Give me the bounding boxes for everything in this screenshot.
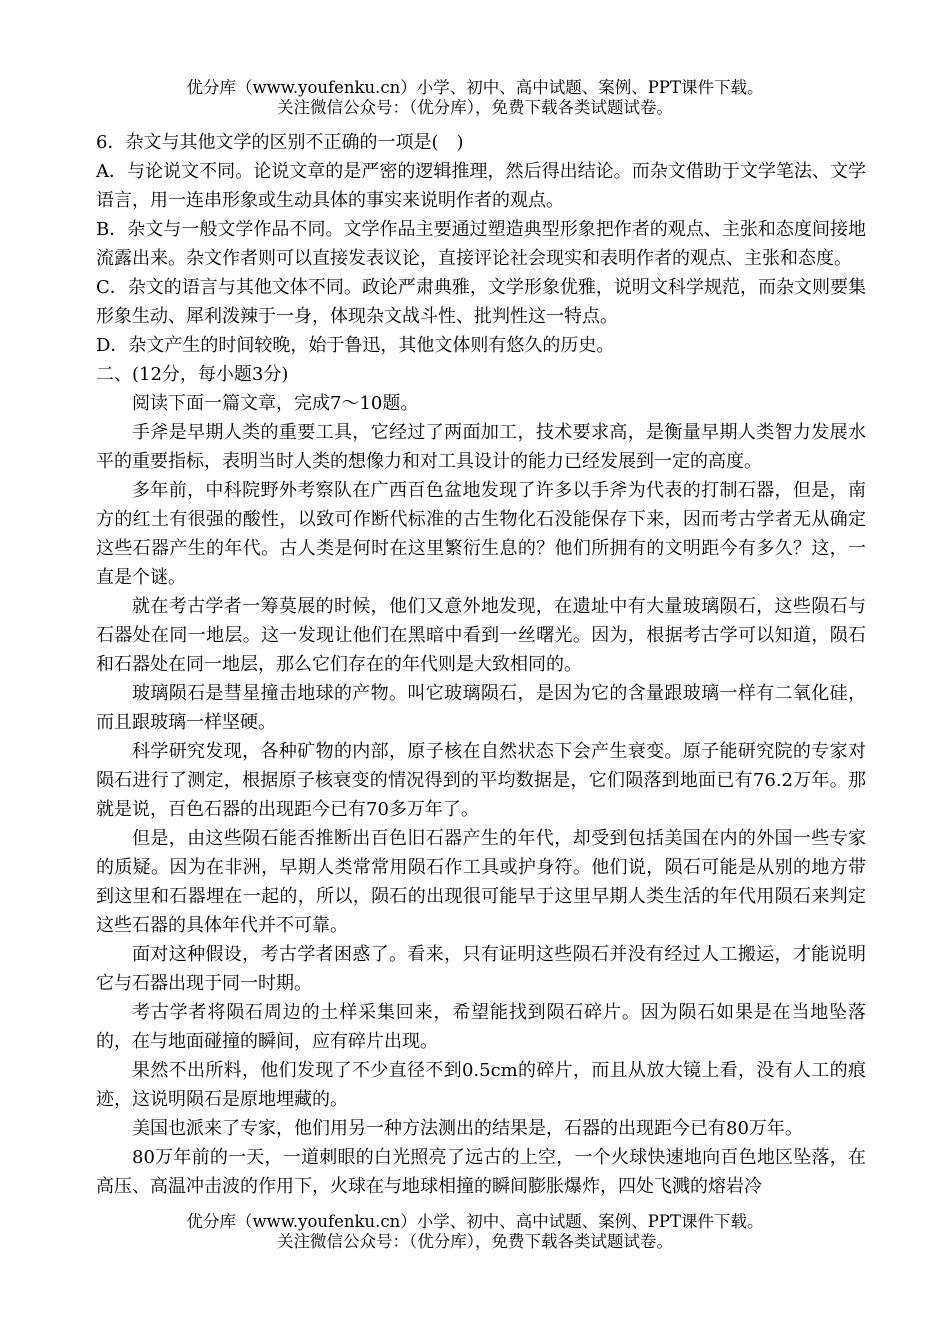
article-paragraph: 但是，由这些陨石能否推断出百色旧石器产生的年代，却受到包括美国在内的外国一些专家的质疑。因为在非洲，早期人类常常用陨石作工具或护身符。他们说，陨石可能是从别的地方带到这里和石器埋在一起的，所以，陨石的出现很可能早于这里早期人类生活的年代用陨石来判定这些石器的具体年代并不可靠。 bbox=[96, 828, 866, 936]
footer-line-2: 关注微信公众号：（优分库），免费下载各类试题试卷。 bbox=[277, 1232, 673, 1251]
article-paragraph: 考古学者将陨石周边的土样采集回来，希望能找到陨石碎片。因为陨石如果是在当地坠落的，在与地面碰撞的瞬间，应有碎片出现。 bbox=[96, 1002, 866, 1052]
option-d: D．杂文产生的时间较晚，始于鲁迅，其他文体则有悠久的历史。 bbox=[96, 335, 615, 356]
article-paragraph: 美国也派来了专家，他们用另一种方法测出的结果是，石器的出现距今已有80万年。 bbox=[132, 1118, 803, 1139]
question-6-stem: 6．杂文与其他文学的区别不正确的一项是( ) bbox=[96, 132, 464, 153]
article-paragraph: 就在考古学者一筹莫展的时候，他们又意外地发现，在遗址中有大量玻璃陨石，这些陨石与石器处在同一地层。这一发现让他们在黑暗中看到一丝曙光。因为，根据考古学可以知道，陨石和石器处在同一地层，那么它们存在的年代则是大致相同的。 bbox=[96, 596, 866, 675]
option-a: A．与论说文不同。论说文章的是严密的逻辑推理，然后得出结论。而杂文借助于文学笔法、文学语言，用一连串形象或生动具体的事实来说明作者的观点。 bbox=[96, 161, 866, 211]
article-paragraph: 80万年前的一天，一道刺眼的白光照亮了远古的上空，一个火球快速地向百色地区坠落，在高压、高温冲击波的作用下，火球在与地球相撞的瞬间膨胀爆炸，四处飞溅的熔岩冷 bbox=[96, 1147, 866, 1197]
section-2-instruction: 阅读下面一篇文章，完成7～10题。 bbox=[132, 393, 419, 414]
article-paragraph: 玻璃陨石是彗星撞击地球的产物。叫它玻璃陨石，是因为它的含量跟玻璃一样有二氧化硅，而且跟玻璃一样坚硬。 bbox=[96, 683, 866, 733]
option-c: C．杂文的语言与其他文体不同。政论严肃典雅，文学形象优雅，说明文科学规范，而杂文则要集形象生动、犀利泼辣于一身，体现杂文战斗性、批判性这一特点。 bbox=[96, 277, 866, 327]
header-line-2: 关注微信公众号：（优分库），免费下载各类试题试卷。 bbox=[277, 98, 673, 117]
article-paragraph: 果然不出所料，他们发现了不少直径不到0.5cm的碎片，而且从放大镜上看，没有人工的痕迹，这说明陨石是原地埋藏的。 bbox=[96, 1060, 866, 1110]
page-footer bbox=[0, 1212, 950, 1252]
article-paragraph: 科学研究发现，各种矿物的内部，原子核在自然状态下会产生衰变。原子能研究院的专家对陨石进行了测定，根据原子核衰变的情况得到的平均数据是，它们陨落到地面已有76.2万年。那就是说，百色石器的出现距今已有70多万年了。 bbox=[96, 741, 866, 820]
article-paragraph: 多年前，中科院野外考察队在广西百色盆地发现了许多以手斧为代表的打制石器，但是，南方的红土有很强的酸性，以致可作断代标准的古生物化石没能保存下来，因而考古学者无从确定这些石器产生的年代。古人类是何时在这里繁衍生息的？他们所拥有的文明距今有多久？这，一直是个谜。 bbox=[96, 480, 866, 588]
header-line-1: 优分库（www.youfenku.cn）小学、初中、高中试题、案例、PPT课件下载。 bbox=[186, 78, 764, 97]
footer-line-1: 优分库（www.youfenku.cn）小学、初中、高中试题、案例、PPT课件下载。 bbox=[186, 1212, 764, 1231]
article-paragraph: 手斧是早期人类的重要工具，它经过了两面加工，技术要求高，是衡量早期人类智力发展水平的重要指标，表明当时人类的想像力和对工具设计的能力已经发展到一定的高度。 bbox=[96, 422, 866, 472]
document-body bbox=[96, 128, 866, 1201]
article-paragraph: 面对这种假设，考古学者困惑了。看来，只有证明这些陨石并没有经过人工搬运，才能说明它与石器出现于同一时期。 bbox=[96, 944, 866, 994]
section-2-title: 二、(12分，每小题3分) bbox=[96, 364, 289, 385]
option-b: B．杂文与一般文学作品不同。文学作品主要通过塑造典型形象把作者的观点、主张和态度间接地流露出来。杂文作者则可以直接发表议论，直接评论社会现实和表明作者的观点、主张和态度。 bbox=[96, 219, 866, 269]
page-header bbox=[0, 78, 950, 118]
